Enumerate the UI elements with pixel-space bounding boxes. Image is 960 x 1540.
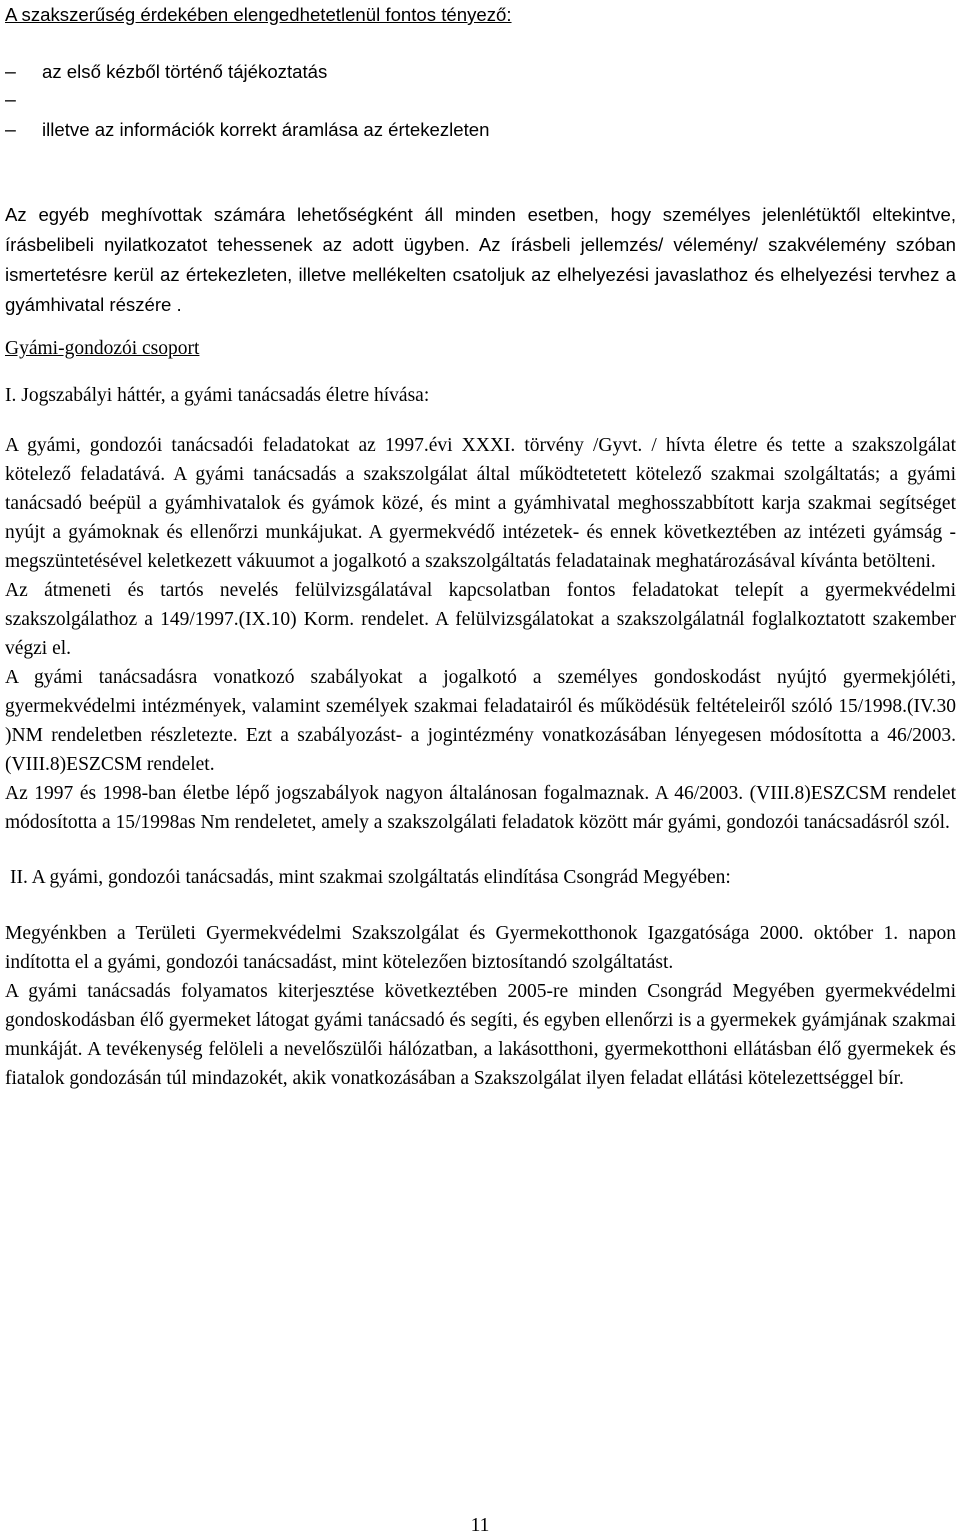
page-number: 11 xyxy=(470,1515,490,1536)
dash-text: az első kézből történő tájékoztatás xyxy=(42,61,328,82)
section-1-paragraph: Az átmeneti és tartós nevelés felülvizsgálatával kapcsolatban fontos feladatokat telepít a gyermekvédelmi szakszolgálathoz a 149/1997.(IX.10) Korm. rendelet. A felülvizsgálatokat a szakszolgálatnál foglalkoztatott szakember végzi el. xyxy=(5,580,956,659)
dash-mark: – xyxy=(5,119,16,141)
document-page xyxy=(5,0,956,1093)
dash-list xyxy=(5,57,956,144)
section-1-paragraph: A gyámi tanácsadásra vonatkozó szabályokat a jogalkotó a személyes gondoskodást nyújtó gyermekjóléti, gyermekvédelmi intézmények, valamint személyek szakmai feladatairól és működésük feltételeiről szóló 15/1998.(IV.30 )NM rendeletben részletezte. Ezt a szabályozást- a jogintézmény vonatkozásában lényegesen módosította a 46/2003. (VIII.8)ESZCSM rendelet. xyxy=(5,667,956,775)
dash-mark: – xyxy=(5,89,16,111)
section-title: Gyámi-gondozói csoport xyxy=(5,338,200,359)
section-1-body xyxy=(5,431,956,837)
paragraph-invited xyxy=(5,200,956,320)
dash-item-1 xyxy=(5,57,956,86)
dash-item-2 xyxy=(5,86,956,115)
section-2-heading: II. A gyámi, gondozói tanácsadás, mint szakmai szolgáltatás elindítása Csongrád Megyében: xyxy=(10,867,731,888)
section-2-paragraph: A gyámi tanácsadás folyamatos kiterjesztése következtében 2005-re minden Csongrád Megyében gyermekvédelmi gondoskodásban élő gyermeket látogat gyámi tanácsadó és segíti, és egyben ellenőrzi is a gyermekek gyámjának szakmai munkáját. A tevékenység felöleli a nevelőszülői hálózatban, a lakásotthoni, gyermekotthoni ellátásban élő gyermekek és fiatalok gondozásán túl mindazokét, akik vonatkozásában a Szakszolgálat ilyen feladat ellátási kötelezettséggel bír. xyxy=(5,981,956,1089)
section-1-heading: I. Jogszabályi háttér, a gyámi tanácsadás életre hívása: xyxy=(5,385,430,406)
section-2-paragraph: Megyénkben a Területi Gyermekvédelmi Szakszolgálat és Gyermekotthonok Igazgatósága 2000. október 1. napon indította el a gyámi, gondozói tanácsadást, mint kötelezően biztosítandó szolgáltatást. xyxy=(5,923,956,973)
paragraph-invited-part2: Az írásbeli jellemzés/ vélemény/ szakvélemény szóban ismertetésre kerül az értekezleten, illetve mellékelten csatoljuk az elhelyezési javaslathoz és elhelyezési tervhez a gyámhivatal részére . xyxy=(5,234,956,315)
heading-top: A szakszerűség érdekében elengedhetetlenül fontos tényező: xyxy=(5,4,512,25)
dash-mark: – xyxy=(5,61,16,83)
section-1-paragraph: Az 1997 és 1998-ban életbe lépő jogszabályok nagyon általánosan fogalmaznak. A 46/2003. (VIII.8)ESZCSM rendelet módosította a 15/1998as Nm rendeletet, amely a szakszolgálati feladatok között már gyámi, gondozói tanácsadásról szól. xyxy=(5,783,956,833)
section-1-paragraph: A gyámi, gondozói tanácsadói feladatokat az 1997.évi XXXI. törvény /Gyvt. / hívta életre és tette a szakszolgálat kötelező feladatává. A gyámi tanácsadás a szakszolgálat által működtetetett kötelező szakmai szolgáltatás; a gyámi tanácsadó beépül a gyámhivatalok és gyámok közé, és mint a gyámhivatal meghosszabbított karja szakmai segítséget nyújt a gyámoknak és ellenőrzi munkájukat. A gyermekvédő intézetek- és ennek következtében az intézeti gyámság - megszüntetésével keletkezett vákuumot a jogalkotó a szakszolgáltatás feladatainak meghatározásával kívánta betölteni. xyxy=(5,435,956,572)
dash-text: illetve az információk korrekt áramlása az értekezleten xyxy=(42,119,490,140)
paragraph-invited-part1: Az egyéb meghívottak számára lehetőségként áll minden esetben, hogy személyes jelenlétüktől eltekintve, írásbelibeli nyilatkozatot tehessenek az adott ügyben. xyxy=(5,204,956,255)
dash-item-3 xyxy=(5,115,956,144)
section-2-body xyxy=(5,919,956,1093)
